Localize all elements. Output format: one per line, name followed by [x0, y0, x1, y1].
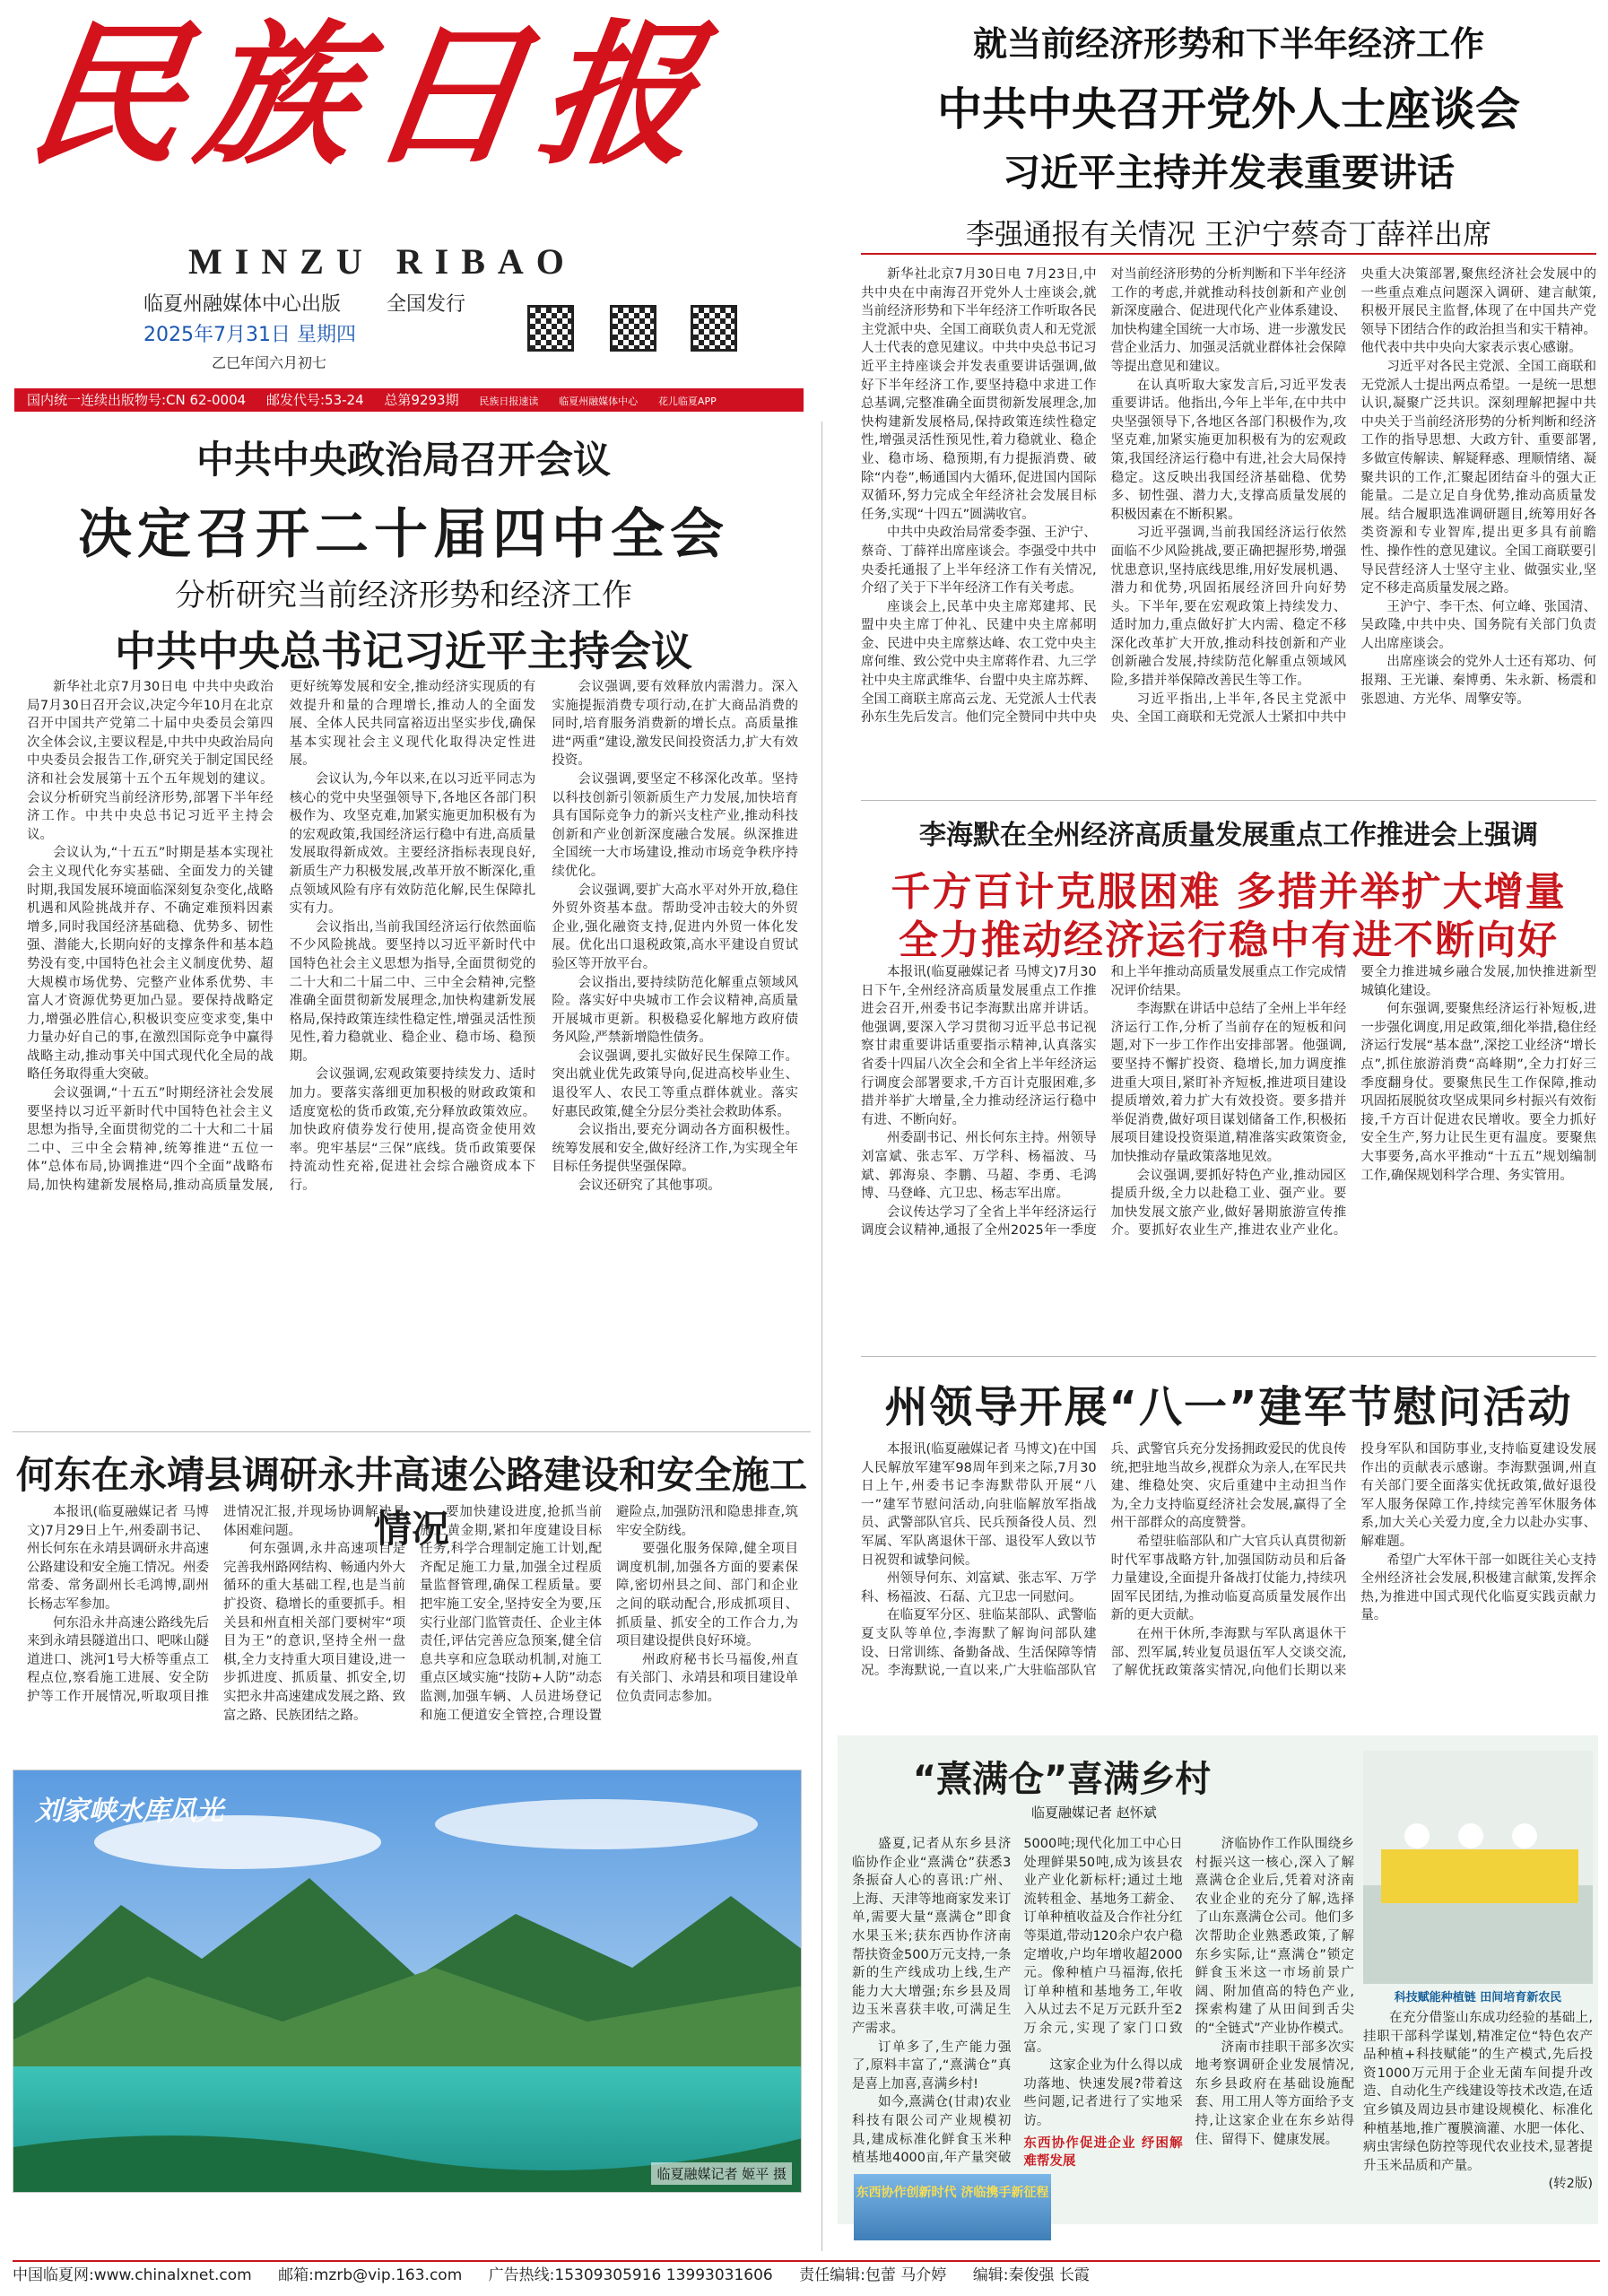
paragraph: 何东强调,要聚焦经济运行补短板,进一步强化调度,用足政策,细化举措,稳住经济运行发展“基本盘”,深挖工业经济“增长点”,抓住旅游消费“高峰期”,全力打好三季度翻身仗。要聚焦民生工作保障,推动巩固拓展脱贫攻坚成果同乡村振兴有效衔接,千方百计促进农民增收。要全力抓好安全生产,努力让民生更有温度。要聚焦大事要务,高水平推动“十五五”规划编制工作,确保规划科学合理、务实管用。 — [1360, 1002, 1596, 1183]
paragraph: 习近平强调,当前我国经济运行依然面临不少风险挑战,要正确把握形势,增强忧患意识,坚持底线思维,用好发展机遇、潜力和优势,巩固拓展经济回升向好势头。下半年,要在宏观政策上持续发力、适时加力,重点做好扩大内需、稳定不移深化改革扩大开放,推动科技创新和产业创新融合发展,持续防范化解重点领域风险,多措并举保障改善民生等工作。 — [1110, 526, 1347, 689]
masthead-pinyin: MINZU RIBAO — [188, 241, 577, 282]
qr-icon — [691, 305, 737, 352]
paragraph: 希望广大军休干部一如既往关心支持全州经济社会发展,积极建言献策,发挥余热,为推进中国式现代化临夏实践贡献力量。 — [1360, 1552, 1596, 1623]
feature-title: “熹满仓”喜满乡村 — [912, 1759, 1212, 1800]
feature-subhead-2: 科技赋能种植链 田间培育新农民 — [1394, 1991, 1562, 2005]
ad-hotline: 广告热线:15309305916 13993031606 — [488, 2266, 773, 2284]
lake-photo — [13, 1770, 802, 2193]
paragraph: 会议强调,要扩大高水平对外开放,稳住外贸外资基本盘。帮助受冲击较大的外贸企业,强化融资支持,促进内外贸一体化发展。优化出口退税政策,高水平建设自贸试验区等开放平台。 — [552, 883, 798, 971]
feature-article-body-2 — [1363, 2009, 1593, 2244]
paragraph: 会议指出,要持续防范化解重点领域风险。落实好中央城市工作会议精神,高质量开展城市更新。积极稳妥化解地方政府债务风险,严禁新增隐性债务。 — [552, 975, 798, 1046]
paragraph: 本报讯(临夏融媒记者 马博文)7月29日上午,州委副书记、州长何东在永靖县调研永井高速公路建设和安全施工情况。州委常委、常务副州长毛鸿博,副州长杨志军参加。 — [27, 1505, 209, 1612]
politburo-article-body — [27, 678, 798, 1422]
bayi-article-body — [861, 1440, 1596, 1709]
hedong-article-body — [27, 1503, 798, 1754]
email[interactable]: 邮箱:mzrb@vip.163.com — [278, 2266, 463, 2284]
paragraph: 座谈会上,民革中央主席郑建邦、民盟中央主席丁仲礼、民建中央主席郝明金、民进中央主席蔡达峰、农工党中央主席何维、致公党中央主席蒋作君、九三学社中央主席武维华、台盟中央主席苏辉、全国工商联主席高云龙、无党派人士代表孙东生先后发言。他们完全赞同中共中央对当前经济形势的分析判断和下半年经济工作的考虑,并就推动科技创新和产业创新深度融合、促进现代化产业体系建设、加快构建全国统一大市场、进一步激发民营企业活力、加强灵活就业群体社会保障等提出意见和建议。 — [861, 267, 1347, 726]
lunar-date: 乙巳年闰六月初七 — [212, 354, 327, 371]
divider — [861, 800, 1596, 801]
paragraph: 在临夏军分区、驻临某部队、武警临夏支队等单位,李海默了解询问部队建设、日常训练、备勤备战、生活保障等情况。李海默说,一直以来,广大驻临部队官兵、武警官兵充分发扬拥政爱民的优良传统,把驻地当故乡,视群众为亲人,在军民共建、维稳处突、灾后重建中主动担当作为,全力支持临夏经济社会发展,赢得了全州干部群众的高度赞誉。 — [861, 1442, 1347, 1679]
website[interactable]: 中国临夏网:www.chinalxnet.com — [13, 2266, 252, 2284]
distribution: 全国发行 — [387, 293, 466, 316]
lihaimo-title-1: 千方百计克服困难 多措并举扩大增量 — [891, 869, 1567, 915]
publication-info-bar — [14, 388, 804, 412]
photo-title: 刘家峡水库风光 — [35, 1796, 223, 1827]
paragraph: 这家企业为什么得以成功落地、快速发展?带着这些问题,记者进行了实地采访。 — [1023, 2058, 1183, 2128]
divider — [13, 1431, 811, 1432]
qr-code-2[interactable] — [610, 305, 656, 352]
lake-landscape-image — [13, 1770, 802, 2193]
paragraph: 新华社北京7月30日电 中共中央政治局7月30日召开会议,决定今年10月在北京召开中国共产党第二十届中央委员会第四次全体会议,主要议程是,中共中央政治局向中央委员会报告工作,研究关于制定国民经济和社会发展第十五个五年规划的建议。会议分析研究当前经济形势,部署下半年经济工作。中共中央总书记习近平主持会议。 — [27, 680, 274, 842]
paragraph: 本报讯(临夏融媒记者 马博文)7月30日下午,全州经济高质量发展重点工作推进会召开,州委书记李海默出席并讲话。他强调,要深入学习贯彻习近平总书记视察甘肃重要讲话重要指示精神,认真落实省委十四届八次全会和全省上半年经济运行调度会部署要求,千方百计克服困难,多措并举扩大增量,全力推动经济运行稳中有进、不断向好。 — [861, 965, 1097, 1127]
paragraph: 李海默在讲话中总结了全州上半年经济运行工作,分析了当前存在的短板和问题,对下一步工作作出安排部署。他强调,要坚持不懈扩投资、稳增长,加力调度推进重大项目,紧盯补齐短板,推进项目建设提质增效,着力扩大有效投资。要多措并举促消费,做好项目谋划储备工作,积极拓展项目建设投资渠道,精准落实政策资金,加快推动存量政策落地见效。 — [1110, 1002, 1347, 1164]
lead-subtitle: 习近平主持并发表重要讲话 — [1002, 151, 1455, 195]
divider — [861, 1356, 1596, 1357]
qr-label-3: 花儿临夏APP — [657, 396, 717, 407]
politburo-subtitle: 分析研究当前经济形势和经济工作 — [175, 578, 632, 613]
paragraph: 习近平指出,上半年,各民主党派中央、全国工商联和无党派人士紧扣中共中央重大决策部署,聚焦经济社会发展中的一些重点难点问题深入调研、建言献策,积极开展民主监督,体现了在中国共产党领导下团结合作的政治担当和实干精神。他代表中共中央向大家表示衷心感谢。 — [1110, 267, 1596, 726]
bayi-title: 州领导开展“八一”建军节慰问活动 — [884, 1382, 1573, 1432]
factory-image — [1363, 1751, 1593, 1984]
paragraph: 会议强调,要扎实做好民生保障工作。突出就业优先政策导向,促进高校毕业生、退役军人、农民工等重点群体就业。落实好惠民政策,健全分层分类社会救助体系。 — [552, 1048, 798, 1119]
lead-title: 中共中央召开党外人士座谈会 — [937, 83, 1520, 135]
lead-article-body — [861, 265, 1596, 786]
feature-author: 临夏融媒记者 赵怀斌 — [1031, 1805, 1157, 1821]
politburo-sub2: 中共中央总书记习近平主持会议 — [115, 627, 692, 675]
paragraph: 会议强调,要抓好特色产业,推动园区提质升级,全力以赴稳工业、强产业。要加快发展文旅产业,做好暑期旅游宣传推介。要抓好农业生产,推进农业产业化。要全力推进城乡融合发展,加快推进新型城镇化建设。 — [1110, 965, 1596, 1239]
hedong-title: 何东在永靖县调研永井高速公路建设和安全施工情况 — [15, 1453, 807, 1551]
paragraph: 州政府秘书长马福俊,州直有关部门、永靖县和项目建设单位负责同志参加。 — [616, 1652, 798, 1704]
paragraph: 新华社北京7月30日电 7月23日,中共中央在中南海召开党外人士座谈会,就当前经济形势和下半年经济工作听取各民主党派中央、全国工商联负责人和无党派人士代表的意见建议。中共中央总书记习近平主持座谈会并发表重要讲话强调,做好下半年经济工作,要坚持稳中求进工作总基调,完整准确全面贯彻新发展理念,加快构建新发展格局,保持政策连续性稳定性,增强灵活性预见性,着力稳就业、稳企业、稳市场、稳预期,有力提振消费、破除“内卷”,畅通国内大循环,促进国内国际双循环,努力完成全年经济社会发展目标任务,实现“十四五”圆满收官。 — [861, 267, 1097, 522]
lead-sub2: 李强通报有关情况 王沪宁蔡奇丁薛祥出席 — [965, 217, 1492, 251]
responsible-editor: 责任编辑:包蕾 马介婷 — [799, 2266, 947, 2284]
paragraph: 会议认为,今年以来,在以习近平同志为核心的党中央坚强领导下,各地区各部门积极作为、攻坚克难,加紧实施更加积极有为的宏观政策,我国经济运行稳中有进,高质量发展取得新成效。主要经济指标表现良好,新质生产力积极发展,改革开放不断深化,重点领域风险有序有效防范化解,民生保障扎实有力。 — [289, 771, 536, 917]
lihaimo-article-body — [861, 963, 1596, 1340]
publisher-line — [143, 289, 465, 317]
paragraph: 习近平对各民主党派、全国工商联和无党派人士提出两点希望。一是统一思想认识,凝聚广泛共识。深刻理解把握中共中央关于当前经济形势的分析判断和经济工作的指导思想、大政方针、重要部署,多做宣传解读、解疑释惑、理顺情绪、凝聚共识的工作,汇聚起团结奋斗的强大正能量。二是立足自身优势,推动高质量发展。结合履职选准调研题目,统筹用好各类资源和专业智库,提出更多具有前瞻性、操作性的意见建议。全国工商联要引导民营经济人士坚守主业、做强实业,坚定不移走高质量发展之路。 — [1360, 359, 1596, 596]
paragraph: 会议强调,要坚定不移深化改革。坚持以科技创新引领新质生产力发展,加快培育具有国际竞争力的新兴支柱产业,推动科技创新和产业创新深度融合发展。纵深推进全国统一大市场建设,推动市场竞争秩序持续优化。 — [552, 771, 798, 879]
paragraph: 出席座谈会的党外人士还有郑功、何报翔、王光谦、秦博勇、朱永新、杨震和张恩迪、方光华、周擎安等。 — [1360, 655, 1596, 707]
paragraph: 中共中央政治局常委李强、王沪宁、蔡奇、丁薛祥出席座谈会。李强受中共中央委托通报了上半年经济工作有关情况,介绍了关于下半年经济工作有关考虑。 — [861, 526, 1097, 596]
poster-caption: 东西协作创新时代 济临携手新征程 — [856, 2186, 1049, 2200]
issue-total: 总第9293期 — [384, 392, 459, 408]
qr-icon — [527, 305, 574, 352]
lihaimo-kicker: 李海默在全州经济高质量发展重点工作推进会上强调 — [919, 820, 1538, 851]
footer — [13, 2260, 1600, 2289]
lihaimo-title-2: 全力推动经济运行稳中有进不断向好 — [899, 918, 1559, 963]
issue-date: 2025年7月31日 星期四 — [143, 324, 356, 346]
qr-label-1: 民族日报速读 — [479, 396, 539, 407]
continued-note: (转2版) — [1548, 2177, 1593, 2192]
politburo-kicker: 中共中央政治局召开会议 — [196, 438, 611, 482]
qr-code-3[interactable] — [691, 305, 737, 352]
paragraph: 会议强调,“十五五”时期经济社会发展要坚持以习近平新时代中国特色社会主义思想为指导,全面贯彻党的二十大和二十届二中、三中全会精神,统筹推进“五位一体”总体布局,协调推进“四个全面”战略布局,加快构建新发展格局,推动高质量发展,更好统筹发展和安全,推动经济实现质的有效提升和量的合理增长,推动人的全面发展、全体人民共同富裕迈出坚实步伐,确保基本实现社会主义现代化取得决定性进展。 — [27, 680, 536, 1194]
divider — [861, 253, 1596, 255]
paragraph: 会议指出,要充分调动各方面积极性。统筹发展和安全,做好经济工作,为实现全年目标任务提供坚强保障。 — [552, 1123, 798, 1175]
paragraph: 订单多了,生产能力强了,原料丰富了,“熹满仓”真是喜上加喜,喜满乡村! — [852, 2039, 1012, 2092]
paragraph: 会议传达学习了全省上半年经济运行调度会议精神,通报了全州2025年一季度和上半年推动高质量发展重点工作完成情况评价结果。 — [861, 965, 1347, 1239]
feature-subhead: 东西协作促进企业 纾困解难帮发展 — [1023, 2135, 1183, 2170]
postal-code: 邮发代号:53-24 — [265, 392, 364, 408]
paragraph: 希望驻临部队和广大官兵认真贯彻新时代军事战略方针,加强国防动员和后备力量建设,全面提升备战打仗能力,持续巩固军民团结,为推动临夏高质量发展作出新的更大贡献。 — [1110, 1534, 1347, 1623]
paragraph: 要强化服务保障,健全项目调度机制,加强各方面的要素保障,密切州县之间、部门和企业之间的联动配合,形成抓项目、抓质量、抓安全的工作合力,为项目建设提供良好环境。 — [616, 1542, 798, 1649]
paragraph: 会议指出,当前我国经济运行依然面临不少风险挑战。要坚持以习近平新时代中国特色社会主义思想为指导,全面贯彻党的二十大和二十届二中、三中全会精神,完整准确全面贯彻新发展理念,加快构建新发展格局,保持政策连续性稳定性,增强灵活性预见性,着力稳就业、稳企业、稳市场、稳预期。 — [289, 919, 536, 1064]
paragraph: 州领导何东、刘富斌、张志军、万学科、杨福波、石磊、亢卫忠一同慰问。 — [861, 1571, 1097, 1605]
paragraph: 何东强调,永井高速项目是完善我州路网结构、畅通内外大循环的重大基础工程,也是当前扩投资、稳增长的重要抓手。相关县和州直相关部门要树牢“项目为王”的意识,坚持全州一盘棋,全力支持重大项目建设,进一步抓进度、抓质量、抓安全,切实把永井高速建成发展之路、致富之路、民族团结之路。 — [223, 1542, 405, 1723]
paragraph: 在充分借鉴山东成功经验的基础上,挂职干部科学谋划,精准定位“特色农产品种植+科技赋能”的生产模式,先后投资1000万元用于企业无菌车间提升改造、自动化生产线建设等技术改造,在适宜乡镇及周边县市建设规模化、标准化种植基地,推广覆膜滴灌、水肥一体化、病虫害绿色防控等现代农业技术,显著提升玉米品质和产量。 — [1363, 2011, 1593, 2173]
paragraph: 会议强调,要有效释放内需潜力。深入实施提振消费专项行动,在扩大商品消费的同时,培育服务消费新的增长点。高质量推进“两重”建设,激发民间投资活力,扩大有效投资。 — [552, 680, 798, 769]
paragraph: 要加快建设进度,抢抓当前施工黄金期,紧扣年度建设目标任务,科学合理制定施工计划,配齐配足施工力量,加强全过程质量监督管理,确保工程质量。要把牢施工安全,坚持安全为要,压实行业部门监管责任、企业主体责任,评估完善应急预案,健全信息共享和应急联动机制,对施工重点区域实施“技防+人防”动态监测,加强车辆、人员进场登记和施工便道安全管控,合理设置避险点,加强防汛和隐患排查,筑牢安全防线。 — [420, 1505, 798, 1723]
paragraph: 在认真听取大家发言后,习近平发表重要讲话。他指出,今年上半年,在中共中央坚强领导下,各地区各部门积极作为,攻坚克难,加紧实施更加积极有为的宏观政策,我国经济运行稳中有进,社会大局保持稳定。这反映出我国经济基础稳、优势多、韧性强、潜力大,支撑高质量发展的积极因素在不断积累。 — [1110, 378, 1347, 522]
masthead-logo: 民族日报 — [17, 4, 726, 186]
paragraph: 王沪宁、李干杰、何立峰、张国清、吴政隆,中共中央、国务院有关部门负责人出席座谈会。 — [1360, 599, 1596, 651]
factory-photo — [1363, 1751, 1593, 1984]
paragraph: 会议还研究了其他事项。 — [578, 1178, 721, 1194]
paragraph: 会议强调,宏观政策要持续发力、适时加力。要落实落细更加积极的财政政策和适度宽松的货币政策,充分释放政策效应。加快政府债券发行使用,提高资金使用效率。兜牢基层“三保”底线。货币政策要保持流动性充裕,促进社会综合融资成本下行。 — [289, 1067, 536, 1194]
publisher: 临夏州融媒体中心出版 — [143, 293, 342, 316]
paragraph: 何东沿永井高速公路线先后来到永靖县隧道出口、吧咪山隧道进口、洮河1号大桥等重点工程点位,察看施工进展、安全防护等工作开展情况,听取项目推进情况汇报,并现场协调解决具体困难问题。 — [27, 1505, 405, 1704]
poster-image — [854, 2174, 1051, 2240]
lead-kicker: 就当前经济形势和下半年经济工作 — [972, 24, 1484, 64]
paragraph: 州委副书记、州长何东主持。州领导刘富斌、张志军、万学科、杨福波、马斌、郭海泉、李鹏、马超、李勇、毛鸿博、马登峰、亢卫忠、杨志军出席。 — [861, 1131, 1097, 1202]
politburo-title: 决定召开二十届四中全会 — [78, 503, 729, 566]
layout-editor: 编辑:秦俊强 长霞 — [972, 2266, 1090, 2284]
qr-label-2: 临夏州融媒体中心 — [559, 396, 639, 407]
paragraph: 本报讯(临夏融媒记者 马博文)在中国人民解放军建军98周年到来之际,7月30日上午,州委书记李海默带队开展“八一”建军节慰问活动,向驻临解放军指战员、武警部队官兵、民兵预备役人员、烈军属、军队离退休干部、退役军人致以节日祝贺和诚挚问候。 — [861, 1442, 1097, 1568]
photo-caption: 临夏融媒记者 姬平 摄 — [651, 2162, 792, 2185]
paragraph: 如今,熹满仓(甘肃)农业科技有限公司产业规模初具,建成标准化鲜食玉米种植基地4000亩,年产量突破5000吨;现代化加工中心日处理鲜果50吨,成为该县农业产业化新标杆;通过土地流转租金、基地务工薪金、订单种植收益及合作社分红等渠道,带动120余户农户稳定增收,户均年增收超2000元。像种植户马福海,依托订单种植和基地务工,年收入从过去不足万元跃升至2万余元,实现了家门口致富。 — [852, 1837, 1183, 2166]
column-divider — [821, 422, 822, 2251]
paragraph: 济南市挂职干部多次实地考察调研企业发展情况,东乡县政府在基础设施配套、用工用人等方面给予支持,让这家企业在东乡站得住、留得下、健康发展。 — [1195, 2039, 1354, 2147]
paragraph: 在州干休所,李海默与军队离退休干部、烈军属,转业复员退伍军人交谈交流,了解优抚政策落实情况,向他们长期以来投身军队和国防事业,支持临夏建设发展作出的贡献表示感谢。李海默强调,州直有关部门要全面落实优抚政策,做好退役军人服务保障工作,持续完善军休服务体系,加大关心关爱力度,全力以赴办实事、解难题。 — [1110, 1442, 1596, 1679]
paragraph: 济临协作工作队围绕乡村振兴这一核心,深入了解熹满仓企业后,凭着对济南农业企业的充分了解,选择了山东熹满仓公司。他们多次帮助企业熟悉政策,了解东乡实际,让“熹满仓”锁定鲜食玉米这一市场前景广阔、附加值高的特色产业,探索构建了从田间到舌尖的“全链式”产业协作模式。 — [1195, 1837, 1354, 2036]
qr-icon — [610, 305, 656, 352]
paragraph: 会议认为,“十五五”时期是基本实现社会主义现代化夯实基础、全面发力的关键时期,我国发展环境面临深刻复杂变化,战略机遇和风险挑战并存、不确定难预料因素增多,同时我国经济基础稳、优势多、韧性强、潜能大,长期向好的支撑条件和基本趋势没有变,中国特色社会主义制度优势、超大规模市场优势、完整产业体系优势、丰富人才资源优势更加凸显。要保持战略定力,增强必胜信心,积极识变应变求变,集中力量办好自己的事,在激烈国际竞争中赢得战略主动,推动事关中国式现代化全局的战略任务取得重大突破。 — [27, 846, 274, 1083]
cn-number: 国内统一连续出版物号:CN 62-0004 — [27, 392, 247, 408]
qr-code-1[interactable] — [527, 305, 574, 352]
paragraph: 盛夏,记者从东乡县济临协作企业“熹满仓”获悉3条振奋人心的喜讯:广州、上海、天津等地商家发来订单,需要大量“熹满仓”即食水果玉米;获东西协作济南帮扶资金500万元支持,一条新的生产线成功上线,生产能力大大增强;东乡县及周边玉米喜获丰收,可满足生产需求。 — [852, 1837, 1012, 2036]
